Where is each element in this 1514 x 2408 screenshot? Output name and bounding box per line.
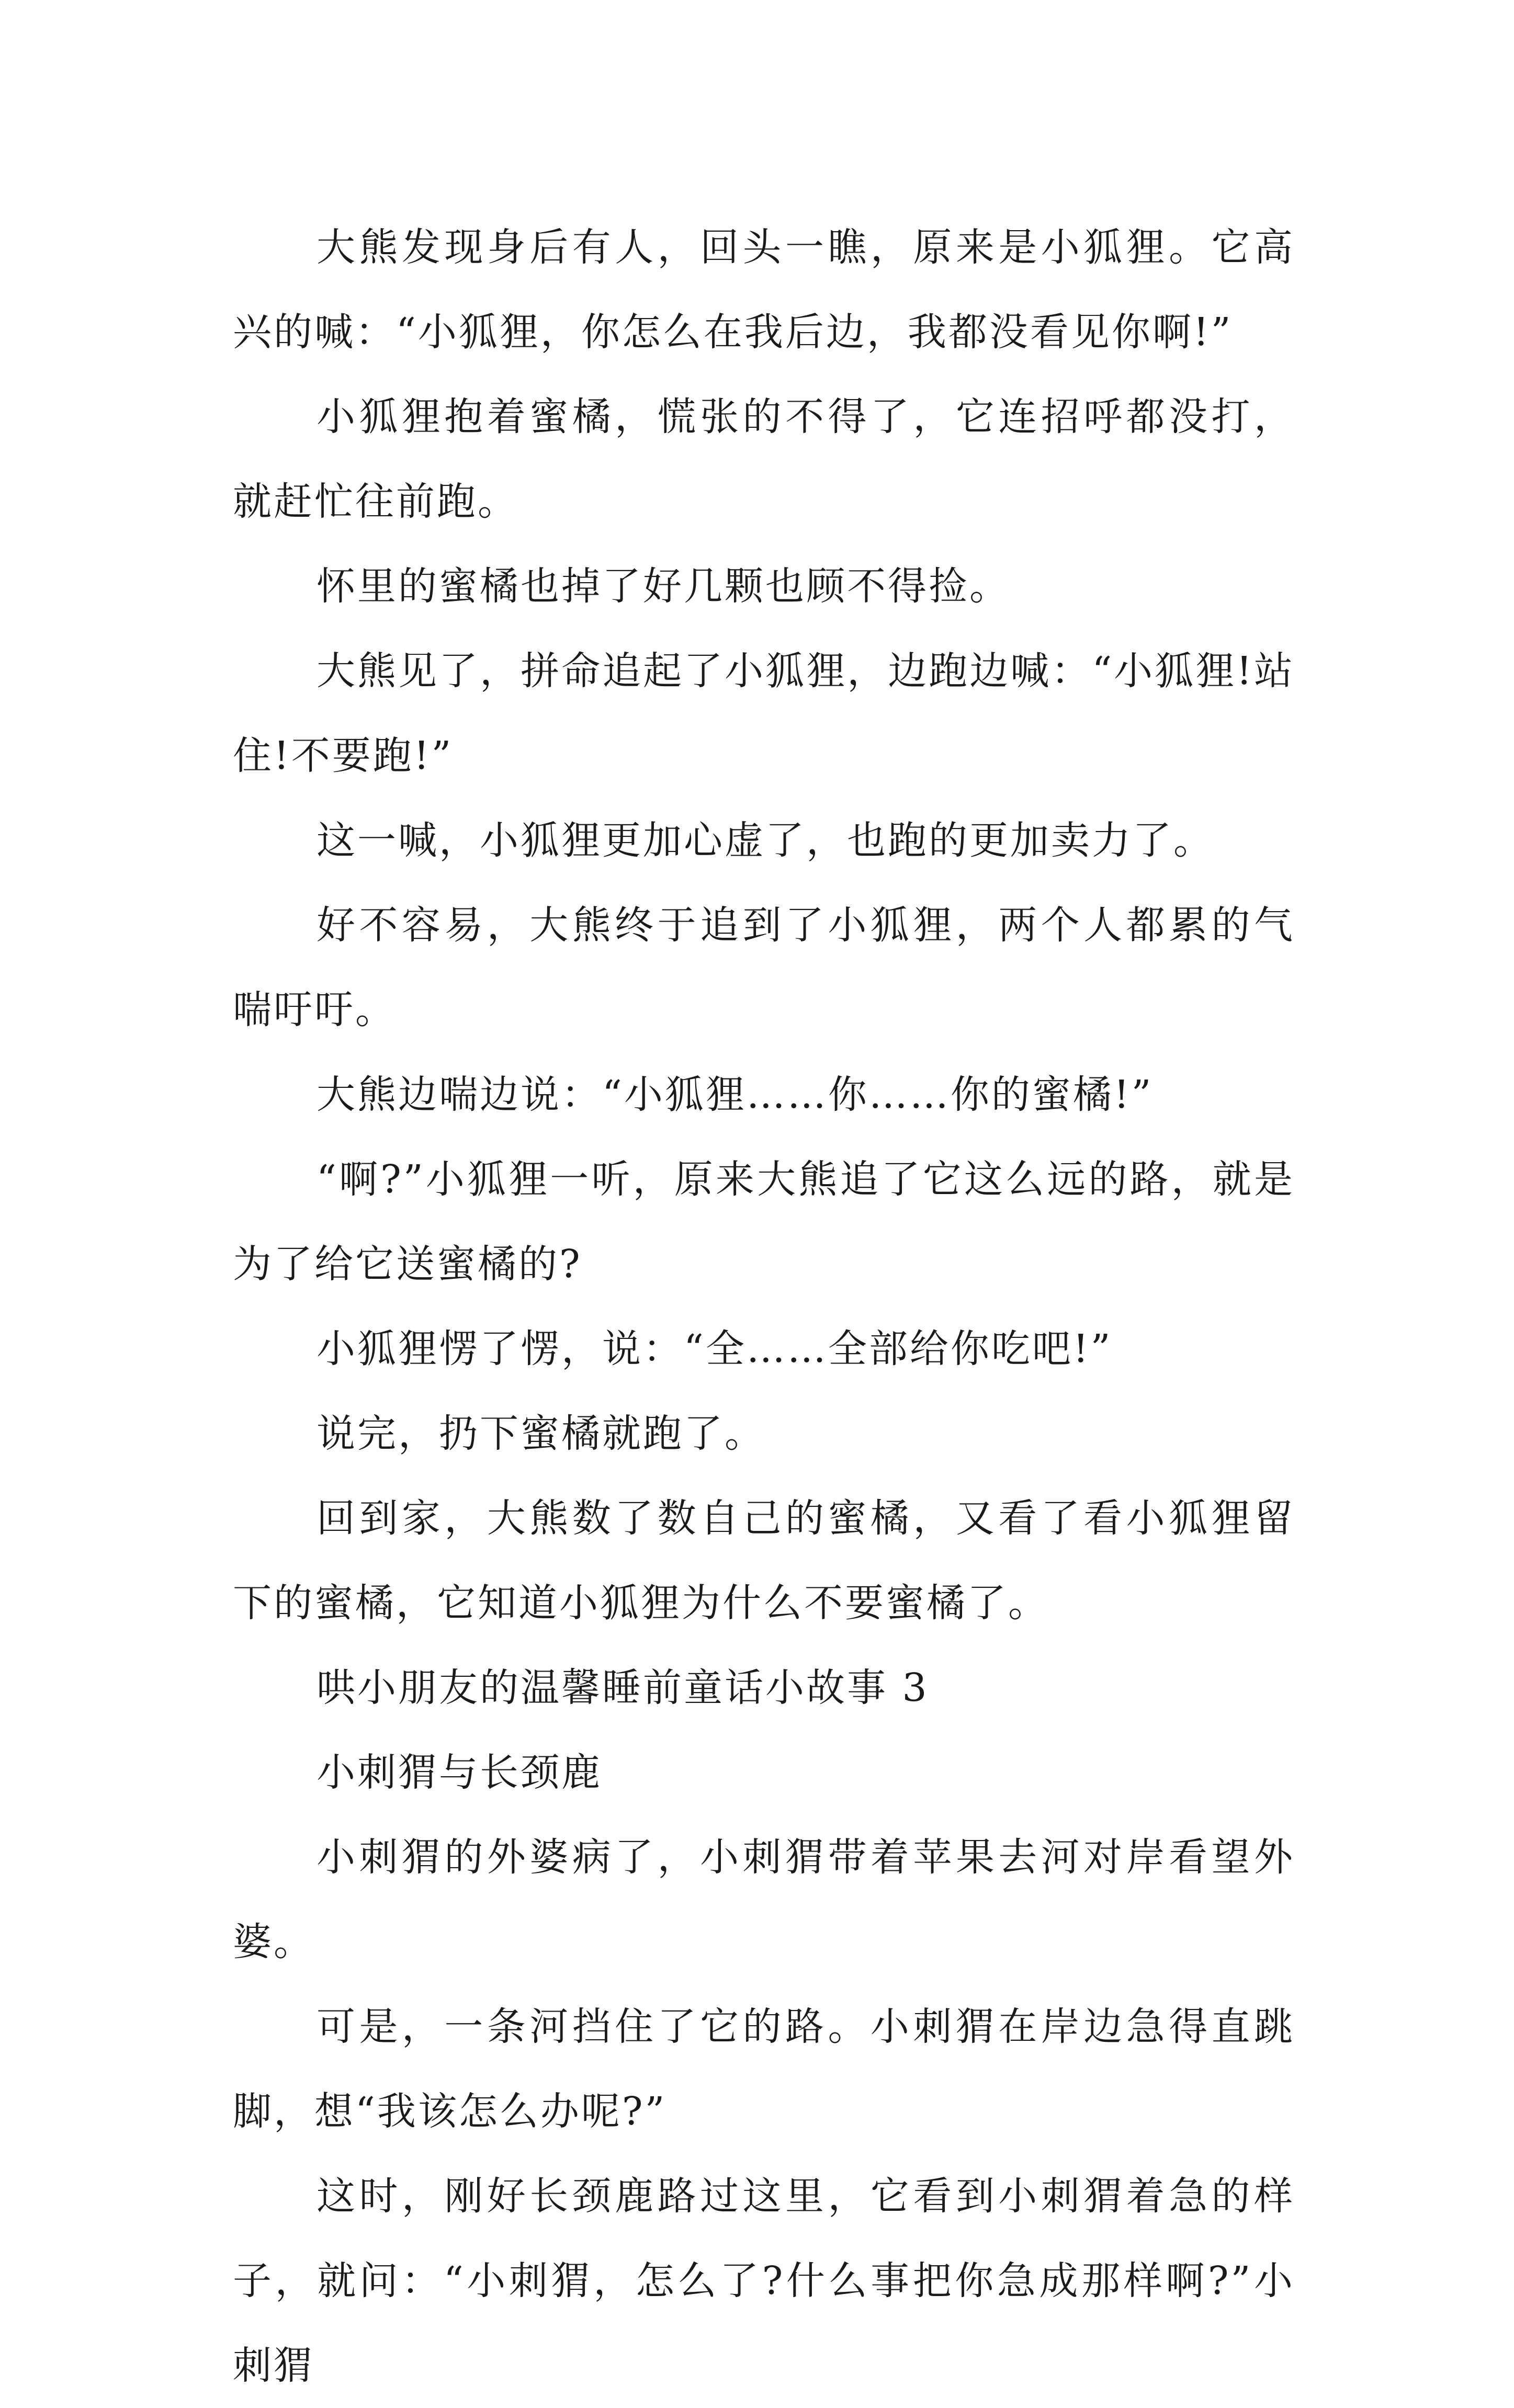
- paragraph: 大熊见了，拼命追起了小狐狸，边跑边喊：“小狐狸!站住!不要跑!”: [233, 649, 1295, 778]
- paragraph: 小刺猬的外婆病了，小刺猬带着苹果去河对岸看望外婆。: [233, 1835, 1295, 1964]
- paragraph: 回到家，大熊数了数自己的蜜橘，又看了看小狐狸留下的蜜橘，它知道小狐狸为什么不要蜜橘了。: [233, 1496, 1295, 1626]
- paragraph: “啊?”小狐狸一听，原来大熊追了它这么远的路，就是为了给它送蜜橘的?: [233, 1157, 1295, 1287]
- paragraph: 小狐狸愣了愣，说：“全……全部给你吃吧!”: [317, 1326, 1113, 1371]
- paragraph: 说完，扔下蜜橘就跑了。: [317, 1411, 765, 1456]
- paragraph: 大熊边喘边说：“小狐狸……你……你的蜜橘!”: [317, 1072, 1154, 1117]
- story-title: 小刺猬与长颈鹿: [317, 1750, 602, 1795]
- paragraph: 这时，刚好长颈鹿路过这里，它看到小刺猬着急的样子，就问：“小刺猬，怎么了?什么事把你急成那样啊?”小刺猬: [233, 2174, 1295, 2388]
- section-heading: 哄小朋友的温馨睡前童话小故事 3: [317, 1665, 929, 1710]
- paragraph: 小狐狸抱着蜜橘，慌张的不得了，它连招呼都没打，就赶忙往前跑。: [233, 394, 1295, 524]
- body-text: [233, 205, 1295, 2408]
- paragraph: 怀里的蜜橘也掉了好几颗也顾不得捡。: [317, 564, 1010, 609]
- paragraph: 这一喊，小狐狸更加心虚了，也跑的更加卖力了。: [317, 818, 1214, 863]
- paragraph: 大熊发现身后有人，回头一瞧，原来是小狐狸。它高兴的喊：“小狐狸，你怎么在我后边，我都没看见你啊!”: [233, 225, 1295, 355]
- paragraph: 好不容易，大熊终于追到了小狐狸，两个人都累的气喘吁吁。: [233, 903, 1295, 1032]
- paragraph: 可是，一条河挡住了它的路。小刺猬在岸边急得直跳脚，想“我该怎么办呢?”: [233, 2004, 1295, 2134]
